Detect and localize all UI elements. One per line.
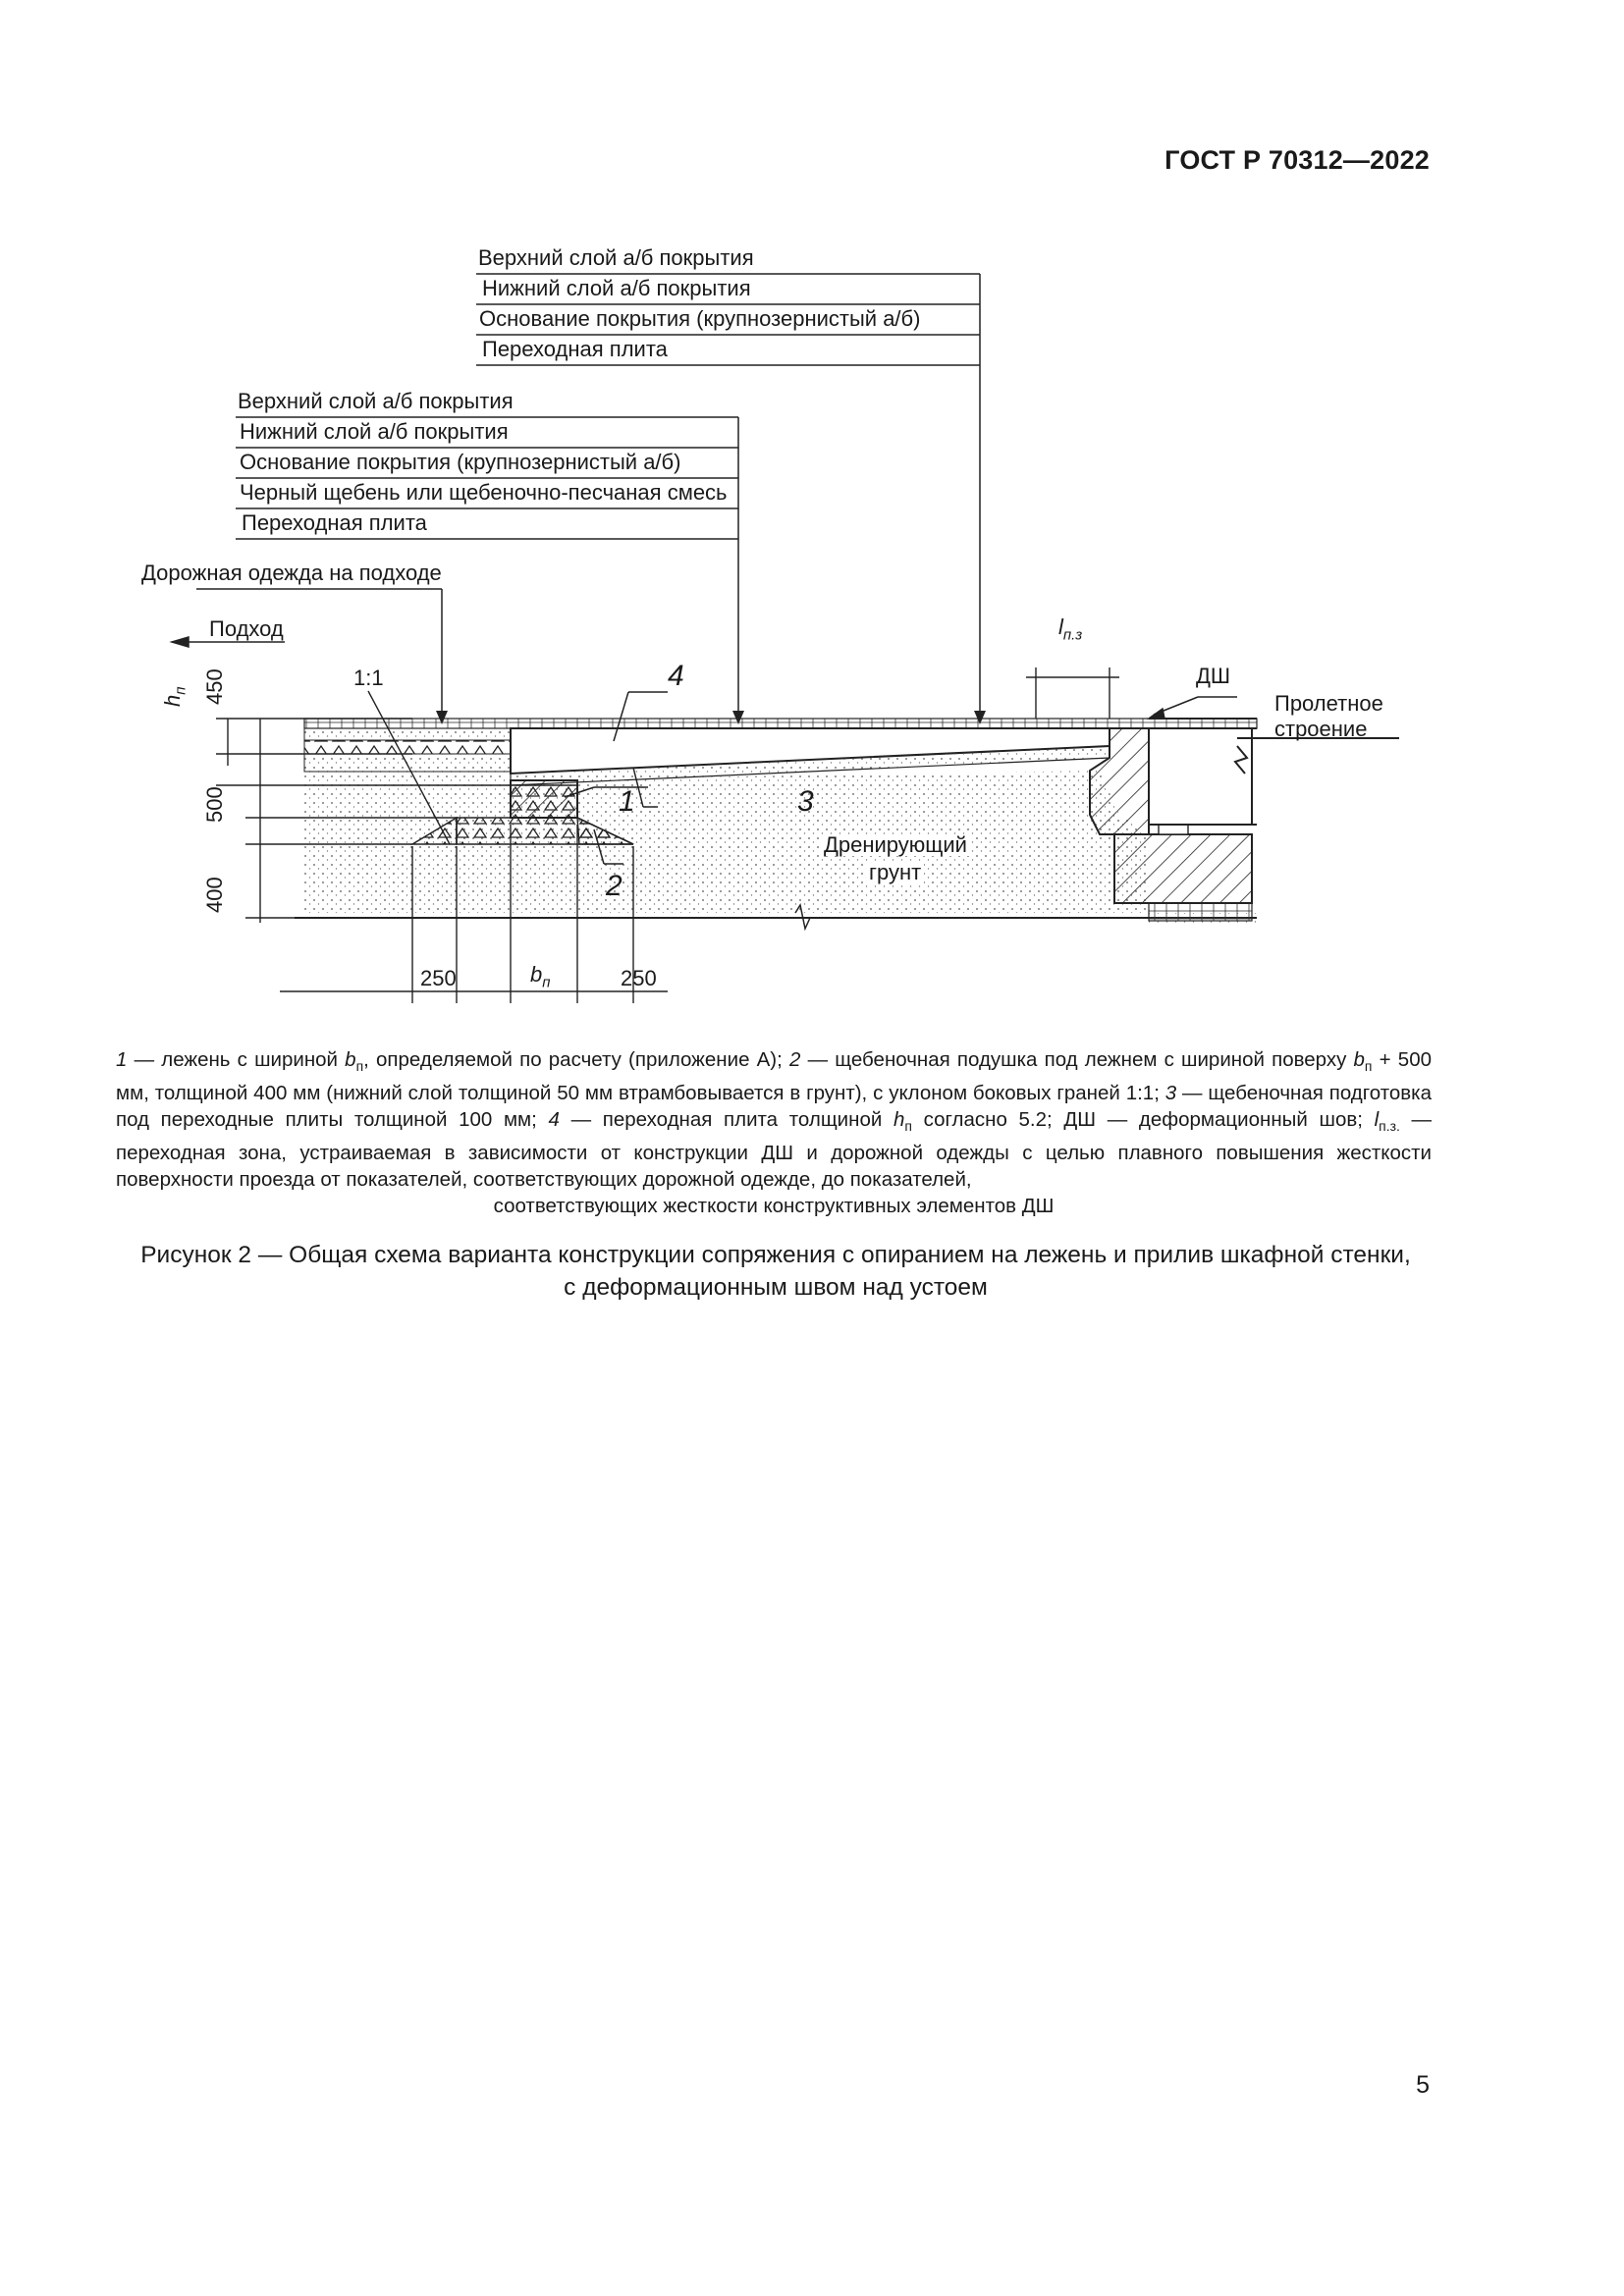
callout-approach-item: Переходная плита bbox=[242, 510, 427, 535]
slope-label: 1:1 bbox=[353, 666, 384, 690]
figure-legend: 1 — лежень с шириной $b_п$, определяемой по расчету (приложение А); 2 — щебеночная подушка под лежнем с шириной поверху $b_п + 500$ мм, толщиной 400 мм (нижний слой толщиной 50 мм втрамбовывается в грунт), с уклоном боковых граней 1:1; 3 — щебеночная подготовка под переходные плиты толщиной 100 мм; 4 — переходная плита толщиной $h_п$ согласно 5.2; ДШ — деформационный шов; $l_{п.з.}$ — переходная зона, устраиваемая в зависимости от конструкции ДШ и дорожной одежды с целью плавного повышения жесткости поверхности проезда от показателей, соответствующих дорожной одежде, до показателей, соответствующих жесткости конструктивных элементов ДШ bbox=[116, 1048, 1433, 1218]
dim-400: 400 bbox=[202, 877, 227, 913]
callout-bridge-item: Верхний слой а/б покрытия bbox=[478, 245, 754, 270]
podhod-label: Подход bbox=[209, 616, 284, 641]
construction-drawing bbox=[118, 236, 1414, 1011]
callout-bridge-item: Нижний слой а/б покрытия bbox=[482, 276, 751, 300]
caption-line: Рисунок 2 — Общая схема варианта конструкции сопряжения с опиранием на лежень и прилив шкафной стенки, bbox=[140, 1242, 1411, 1268]
standard-id: ГОСТ Р 70312—2022 bbox=[1164, 145, 1430, 175]
span-label: строение bbox=[1274, 717, 1368, 741]
callout-bridge-item: Основание покрытия (крупнозернистый а/б) bbox=[479, 306, 921, 331]
drain-label: грунт bbox=[866, 862, 924, 883]
caption-line: с деформационным швом над устоем bbox=[564, 1274, 988, 1301]
dim-250-left: 250 bbox=[420, 966, 457, 990]
dim-250-right: 250 bbox=[621, 966, 657, 990]
span-label: Пролетное bbox=[1274, 691, 1383, 716]
hp-label: $h_п$ bbox=[160, 686, 189, 707]
number-1: 1 bbox=[619, 785, 635, 818]
number-2: 2 bbox=[606, 870, 623, 902]
bp-label: $b_п$ bbox=[530, 962, 551, 991]
callout-bridge-item: Переходная плита bbox=[482, 337, 668, 361]
number-3: 3 bbox=[797, 785, 814, 818]
dim-500: 500 bbox=[202, 786, 227, 823]
drain-label: Дренирующий bbox=[821, 834, 970, 856]
number-4: 4 bbox=[668, 660, 684, 692]
dim-450: 450 bbox=[202, 668, 227, 705]
figure-2-diagram bbox=[118, 236, 1414, 1011]
expansion-joint bbox=[1149, 697, 1237, 719]
dsh-label: ДШ bbox=[1196, 664, 1231, 688]
road-approach-label: Дорожная одежда на подходе bbox=[141, 561, 442, 585]
callout-approach-item: Черный щебень или щебеночно-песчаная смесь bbox=[240, 480, 728, 505]
callout-approach-item: Основание покрытия (крупнозернистый а/б) bbox=[240, 450, 681, 474]
page-number: 5 bbox=[1416, 2071, 1430, 2099]
callout-approach-item: Верхний слой а/б покрытия bbox=[238, 389, 514, 413]
lpz-label: $l_{п.з}$ bbox=[1058, 614, 1083, 644]
lpz-dimension bbox=[1026, 667, 1119, 719]
callout-approach-item: Нижний слой а/б покрытия bbox=[240, 419, 509, 444]
figure-caption bbox=[98, 1239, 1453, 1304]
